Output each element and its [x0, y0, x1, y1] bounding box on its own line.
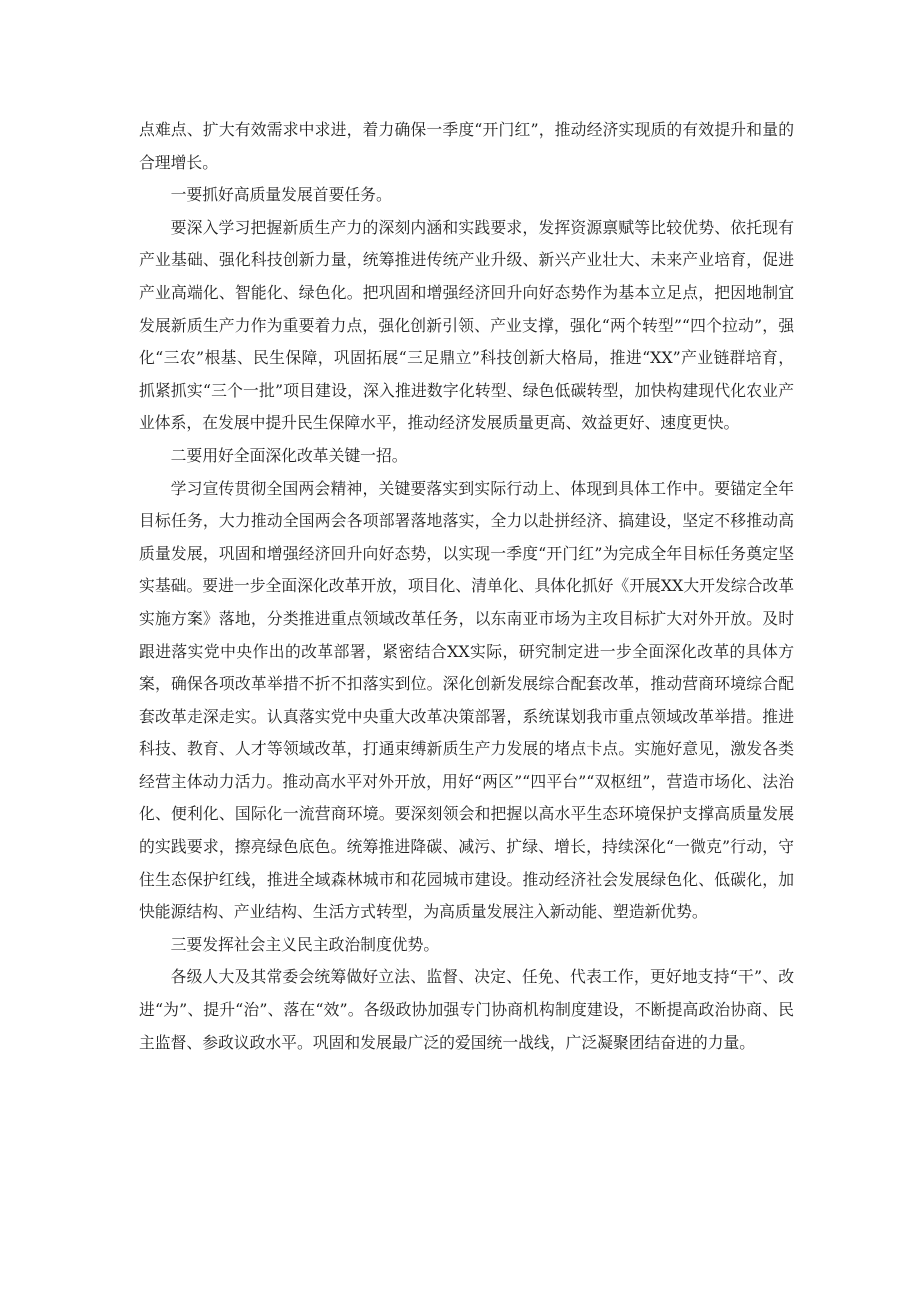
paragraph-section-3: 各级人大及其常委会统筹做好立法、监督、决定、任免、代表工作，更好地支持“干”、改进“为”、提升“治”、落在“效”。各级政协加强专门协商机构制度建设，不断提高政治协商、民主监督、参政议政水平。巩固和发展最广泛的爱国统一战线，广泛凝聚团结奋进的力量。 [139, 967, 794, 1052]
paragraph-section-1: 要深入学习把握新质生产力的深刻内涵和实践要求，发挥资源禀赋等比较优势、依托现有产业基础、强化科技创新力量，统筹推进传统产业升级、新兴产业壮大、未来产业培育，促进产业高端化、智能化、绿色化。把巩固和增强经济回升向好态势作为基本立足点，把因地制宜发展新质生产力作为重要着力点，强化创新引领、产业支撑，强化“两个转型”“四个拉动”，强化“三农”根基、民生保障，巩固拓展“三足鼎立”科技创新大格局，推进“XX”产业链群培育，抓紧抓实“三个一批”项目建设，深入推进数字化转型、绿色低碳转型，加快构建现代化农业产业体系，在发展中提升民生保障水平，推动经济发展质量更高、效益更好、速度更快。 [139, 217, 794, 433]
document-body [139, 114, 794, 1059]
section-heading-2: 二要用好全面深化改革关键一招。 [170, 445, 408, 465]
paragraph-section-2: 学习宣传贯彻全国两会精神，关键要落实到实际行动上、体现到具体工作中。要锚定全年目标任务，大力推动全国两会各项部署落地落实，全力以赴拼经济、搞建设，坚定不移推动高质量发展，巩固和增强经济回升向好态势，以实现一季度“开门红”为完成全年目标任务奠定坚实基础。要进一步全面深化改革开放，项目化、清单化、具体化抓好《开展XX大开发综合改革实施方案》落地，分类推进重点领域改革任务，以东南亚市场为主攻目标扩大对外开放。及时跟进落实党中央作出的改革部署，紧密结合XX实际，研究制定进一步全面深化改革的具体方案，确保各项改革举措不折不扣落实到位。深化创新发展综合配套改革，推动营商环境综合配套改革走深走实。认真落实党中央重大改革决策部署，系统谋划我市重点领域改革举措。推进科技、教育、人才等领域改革，打通束缚新质生产力发展的堵点卡点。实施好意见，激发各类经营主体动力活力。推动高水平对外开放，用好“两区”“四平台”“双枢纽”，营造市场化、法治化、便利化、国际化一流营商环境。要深刻领会和把握以高水平生态环境保护支撑高质量发展的实践要求，擦亮绿色底色。统筹推进降碳、减污、扩绿、增长，持续深化“一微克”行动，守住生态保护红线，推进全域森林城市和花园城市建设。推动经济社会发展绿色化、低碳化，加快能源结构、产业结构、生活方式转型，为高质量发展注入新动能、塑造新优势。 [139, 478, 794, 922]
section-heading-1: 一要抓好高质量发展首要任务。 [170, 185, 392, 205]
section-heading-3: 三要发挥社会主义民主政治制度优势。 [170, 934, 440, 954]
paragraph-continuation: 点难点、扩大有效需求中求进，着力确保一季度“开门红”，推动经济实现质的有效提升和量的合理增长。 [139, 120, 794, 172]
